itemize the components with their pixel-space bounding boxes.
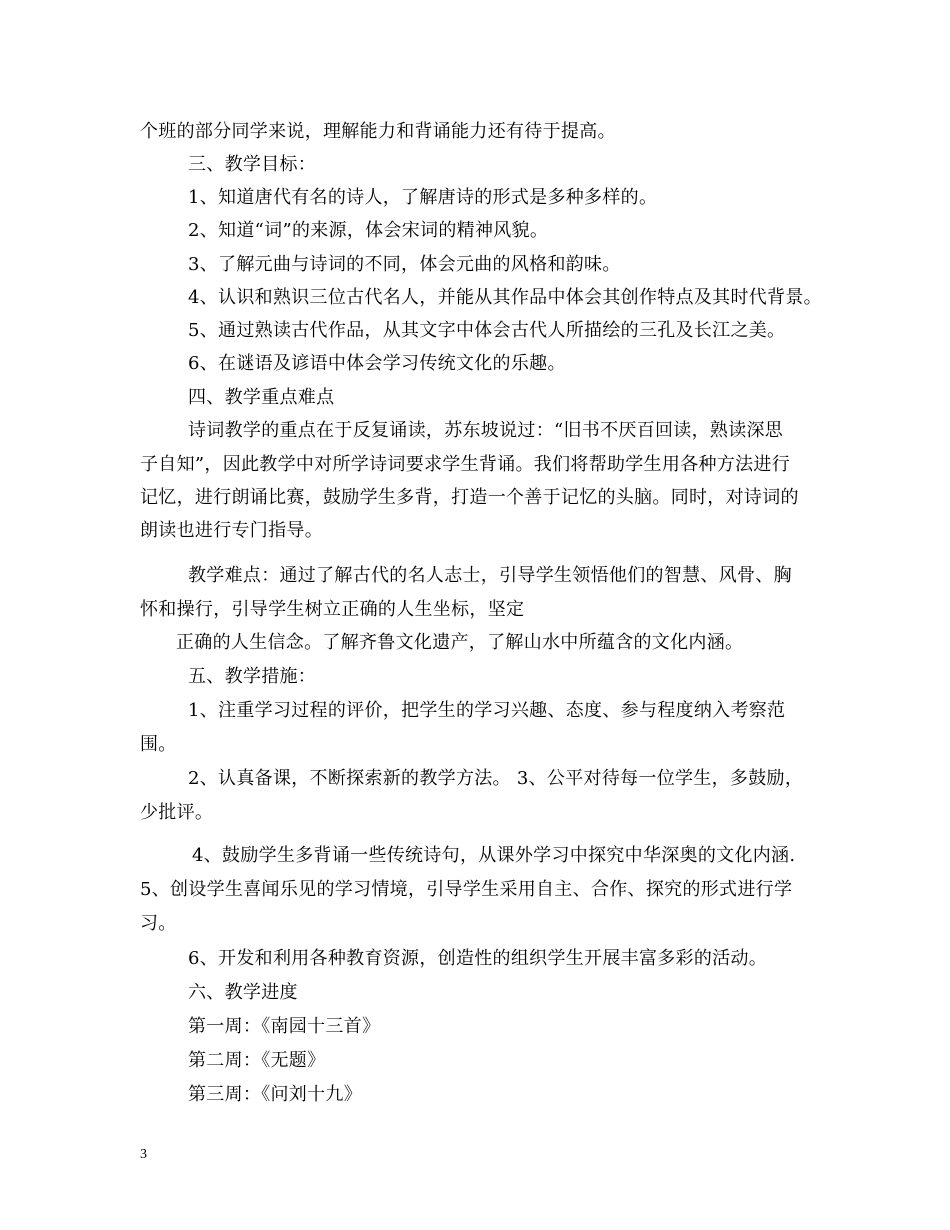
list-item: 4、鼓励学生多背诵一些传统诗句，从课外学习中探究中华深奥的文化内涵. xyxy=(192,845,796,866)
schedule-item: 第三周：《问刘十九》 xyxy=(188,1084,362,1105)
list-item: 围。 xyxy=(140,734,177,755)
section-heading: 四、教学重点难点 xyxy=(188,387,335,408)
list-item: 3、了解元曲与诗词的不同，体会元曲的风格和韵味。 xyxy=(188,254,621,275)
page-number: 3 xyxy=(140,1147,147,1162)
paragraph-line: 教学难点：通过了解古代的名人志士，引导学生领悟他们的智慧、风骨、胸 xyxy=(188,565,792,586)
paragraph-line: 子自知”，因此教学中对所学诗词要求学生背诵。我们将帮助学生用各种方法进行 xyxy=(140,454,790,475)
list-item: 2、知道“词”的来源，体会宋词的精神风貌。 xyxy=(188,220,549,241)
list-item: 6、开发和利用各种教育资源，创造性的组织学生开展丰富多彩的活动。 xyxy=(188,948,768,969)
list-item: 5、创设学生喜闻乐见的学习情境，引导学生采用自主、合作、探究的形式进行学 xyxy=(140,879,793,900)
paragraph-line: 诗词教学的重点在于反复诵读，苏东坡说过：“旧书不厌百回读，熟读深思 xyxy=(188,420,784,441)
section-heading: 五、教学措施： xyxy=(188,666,317,687)
paragraph-line: 怀和操行，引导学生树立正确的人生坐标，坚定 xyxy=(140,599,525,620)
list-item: 6、在谜语及谚语中体会学习传统文化的乐趣。 xyxy=(188,353,566,374)
list-item: 习。 xyxy=(140,913,177,934)
section-heading: 六、教学进度 xyxy=(188,982,298,1003)
section-heading: 三、教学目标： xyxy=(188,154,317,175)
list-item: 2、认真备课，不断探索新的教学方法。 3、公平对待每一位学生，多鼓励， xyxy=(188,768,804,789)
schedule-item: 第二周：《无题》 xyxy=(188,1050,326,1071)
paragraph-line: 正确的人生信念。了解齐鲁文化遗产，了解山水中所蕴含的文化内涵。 xyxy=(176,632,744,653)
list-item: 1、知道唐代有名的诗人，了解唐诗的形式是多种多样的。 xyxy=(188,187,658,208)
schedule-item: 第一周：《南园十三首》 xyxy=(188,1016,381,1037)
list-item: 4、认识和熟识三位古代名人，并能从其作品中体会其创作特点及其时代背景。 xyxy=(188,287,822,308)
text-line: 个班的部分同学来说，理解能力和背诵能力还有待于提高。 xyxy=(140,121,616,142)
list-item: 1、注重学习过程的评价，把学生的学习兴趣、态度、参与程度纳入考察范 xyxy=(188,700,786,721)
paragraph-line: 记忆，进行朗诵比赛，鼓励学生多背，打造一个善于记忆的头脑。同时，对诗词的 xyxy=(140,487,799,508)
paragraph-line: 朗读也进行专门指导。 xyxy=(140,520,323,541)
list-item: 5、通过熟读古代作品，从其文字中体会古代人所描绘的三孔及长江之美。 xyxy=(188,320,786,341)
list-item: 少批评。 xyxy=(140,802,214,823)
